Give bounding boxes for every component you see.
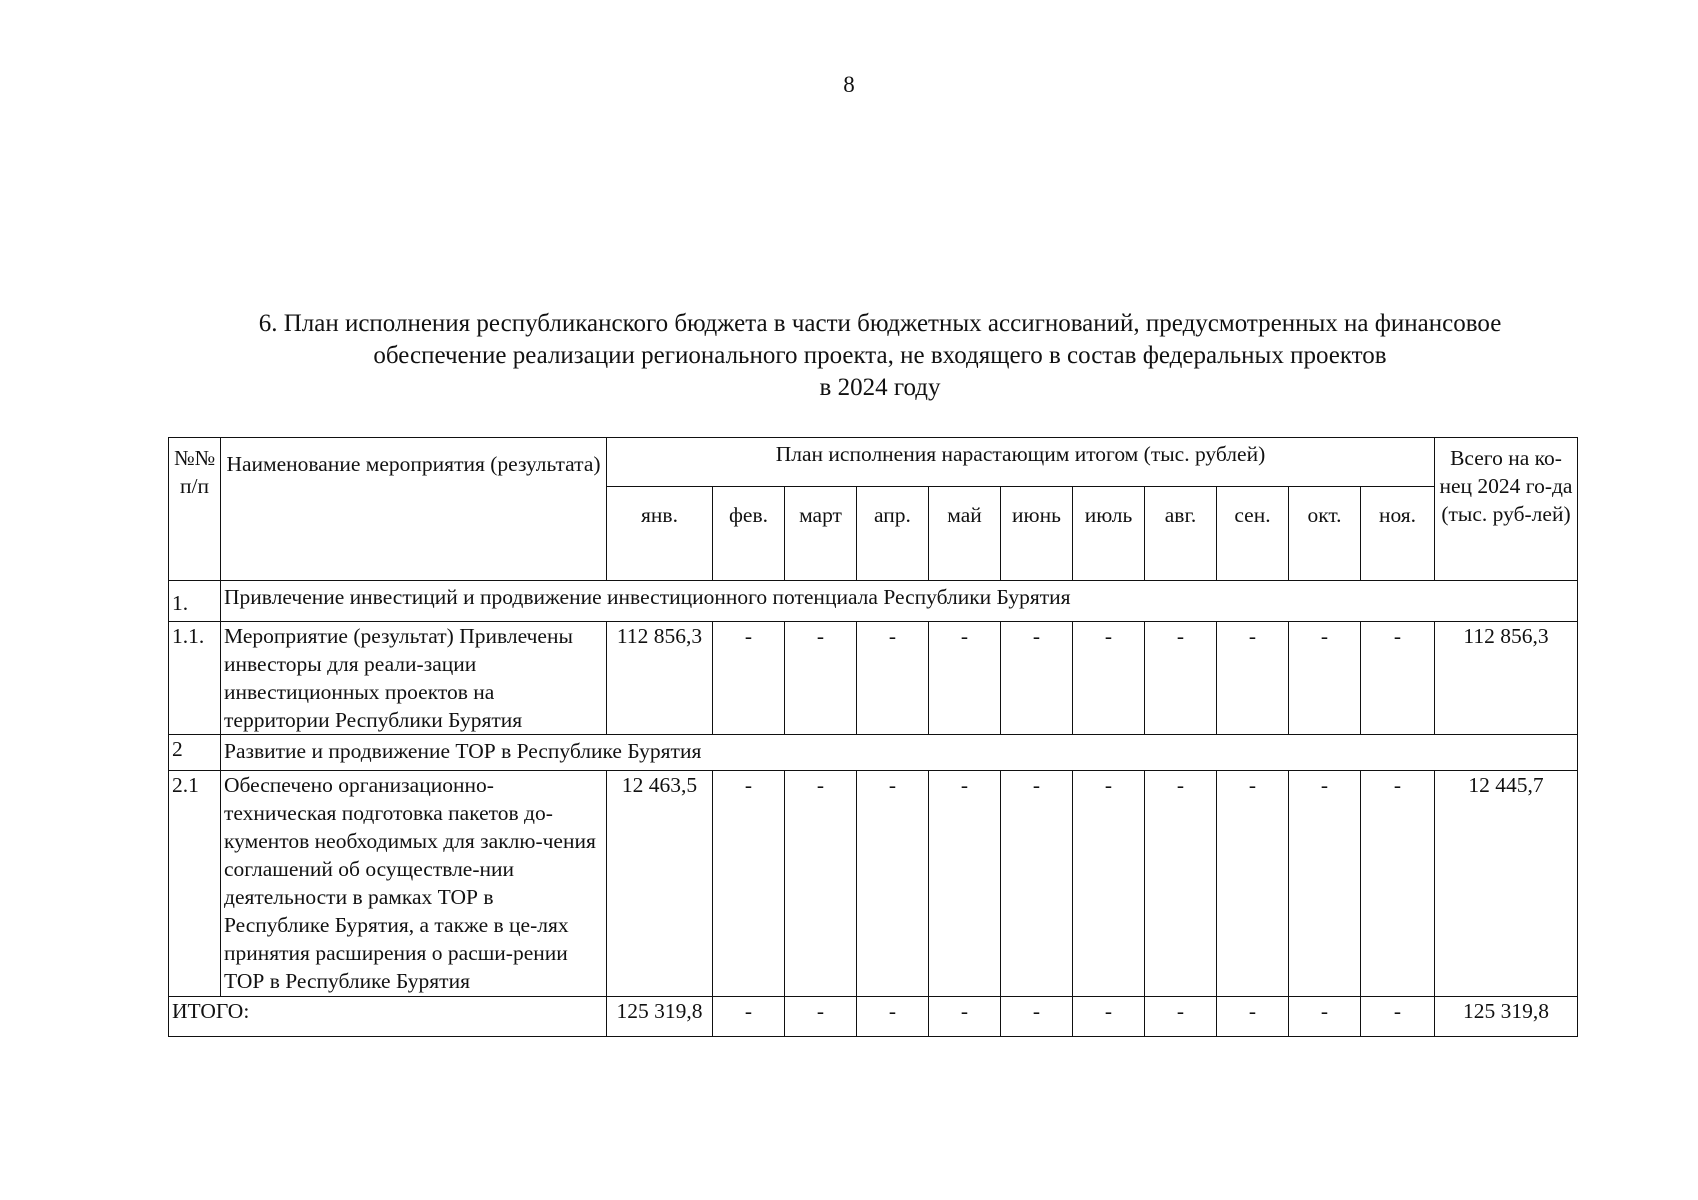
header-num: №№ п/п: [169, 438, 221, 581]
title-line-3: в 2024 году: [819, 374, 941, 401]
header-month: апр.: [857, 487, 929, 581]
title-line-2: обеспечение реализации регионального проекта, не входящего в состав федеральных проектов: [373, 342, 1387, 369]
header-month: июнь: [1001, 487, 1073, 581]
row-total: 112 856,3: [1435, 622, 1578, 735]
row-value: -: [1145, 771, 1217, 997]
itogo-label: ИТОГО:: [169, 997, 607, 1037]
row-value: 12 463,5: [607, 771, 713, 997]
row-value: 112 856,3: [607, 622, 713, 735]
row-value: -: [1073, 771, 1145, 997]
itogo-value: -: [785, 997, 857, 1037]
row-value: -: [713, 771, 785, 997]
row-value: -: [1361, 771, 1435, 997]
header-month: сен.: [1217, 487, 1289, 581]
row-value: -: [1361, 622, 1435, 735]
header-plan: План исполнения нарастающим итогом (тыс. рублей): [607, 438, 1435, 487]
itogo-value: -: [929, 997, 1001, 1037]
header-month: авг.: [1145, 487, 1217, 581]
row-value: -: [929, 771, 1001, 997]
budget-plan-table: [168, 437, 1578, 1037]
itogo-value: -: [1145, 997, 1217, 1037]
header-total: Всего на ко-нец 2024 го-да (тыс. руб-лей): [1435, 438, 1578, 581]
row-value: -: [713, 622, 785, 735]
row-value: -: [785, 771, 857, 997]
row-value: -: [857, 622, 929, 735]
title-line-1: 6. План исполнения республиканского бюджета в части бюджетных ассигнований, предусмотренных на финансовое: [258, 310, 1502, 337]
row-total: 12 445,7: [1435, 771, 1578, 997]
row-value: -: [857, 771, 929, 997]
header-name: Наименование мероприятия (результата): [221, 438, 607, 581]
section-number: 1.: [169, 581, 221, 622]
itogo-value: -: [857, 997, 929, 1037]
row-value: -: [1001, 622, 1073, 735]
itogo-value: -: [1361, 997, 1435, 1037]
header-month: май: [929, 487, 1001, 581]
section-number: 2: [169, 735, 221, 771]
section-title: Привлечение инвестиций и продвижение инвестиционного потенциала Республики Бурятия: [221, 581, 1578, 622]
itogo-value: -: [1217, 997, 1289, 1037]
row-value: -: [1073, 622, 1145, 735]
itogo-total: 125 319,8: [1435, 997, 1578, 1037]
itogo-value: -: [1073, 997, 1145, 1037]
header-month: янв.: [607, 487, 713, 581]
itogo-value: -: [1001, 997, 1073, 1037]
row-value: -: [1289, 622, 1361, 735]
row-value: -: [1145, 622, 1217, 735]
row-name: Мероприятие (результат) Привлечены инвесторы для реали-зации инвестиционных проектов на территории Республики Бурятия: [221, 622, 607, 735]
section-title: Развитие и продвижение ТОР в Республике Бурятия: [221, 735, 1578, 771]
row-value: -: [929, 622, 1001, 735]
row-value: -: [785, 622, 857, 735]
row-number: 2.1: [169, 771, 221, 997]
page-number: 8: [843, 72, 855, 97]
itogo-value: -: [713, 997, 785, 1037]
row-value: -: [1217, 771, 1289, 997]
row-value: -: [1289, 771, 1361, 997]
itogo-value: -: [1289, 997, 1361, 1037]
header-month: июль: [1073, 487, 1145, 581]
header-month: фев.: [713, 487, 785, 581]
header-month: окт.: [1289, 487, 1361, 581]
document-title: [150, 308, 1610, 404]
header-month: ноя.: [1361, 487, 1435, 581]
row-value: -: [1001, 771, 1073, 997]
row-name: Обеспечено организационно-техническая подготовка пакетов до-кументов необходимых для заклю-чения соглашений об осуществле-нии деятельности в рамках ТОР в Республике Бурятия, а также в це-лях принятия расширения о расши-рении ТОР в Республике Бурятия: [221, 771, 607, 997]
header-month: март: [785, 487, 857, 581]
row-value: -: [1217, 622, 1289, 735]
itogo-value: 125 319,8: [607, 997, 713, 1037]
row-number: 1.1.: [169, 622, 221, 735]
